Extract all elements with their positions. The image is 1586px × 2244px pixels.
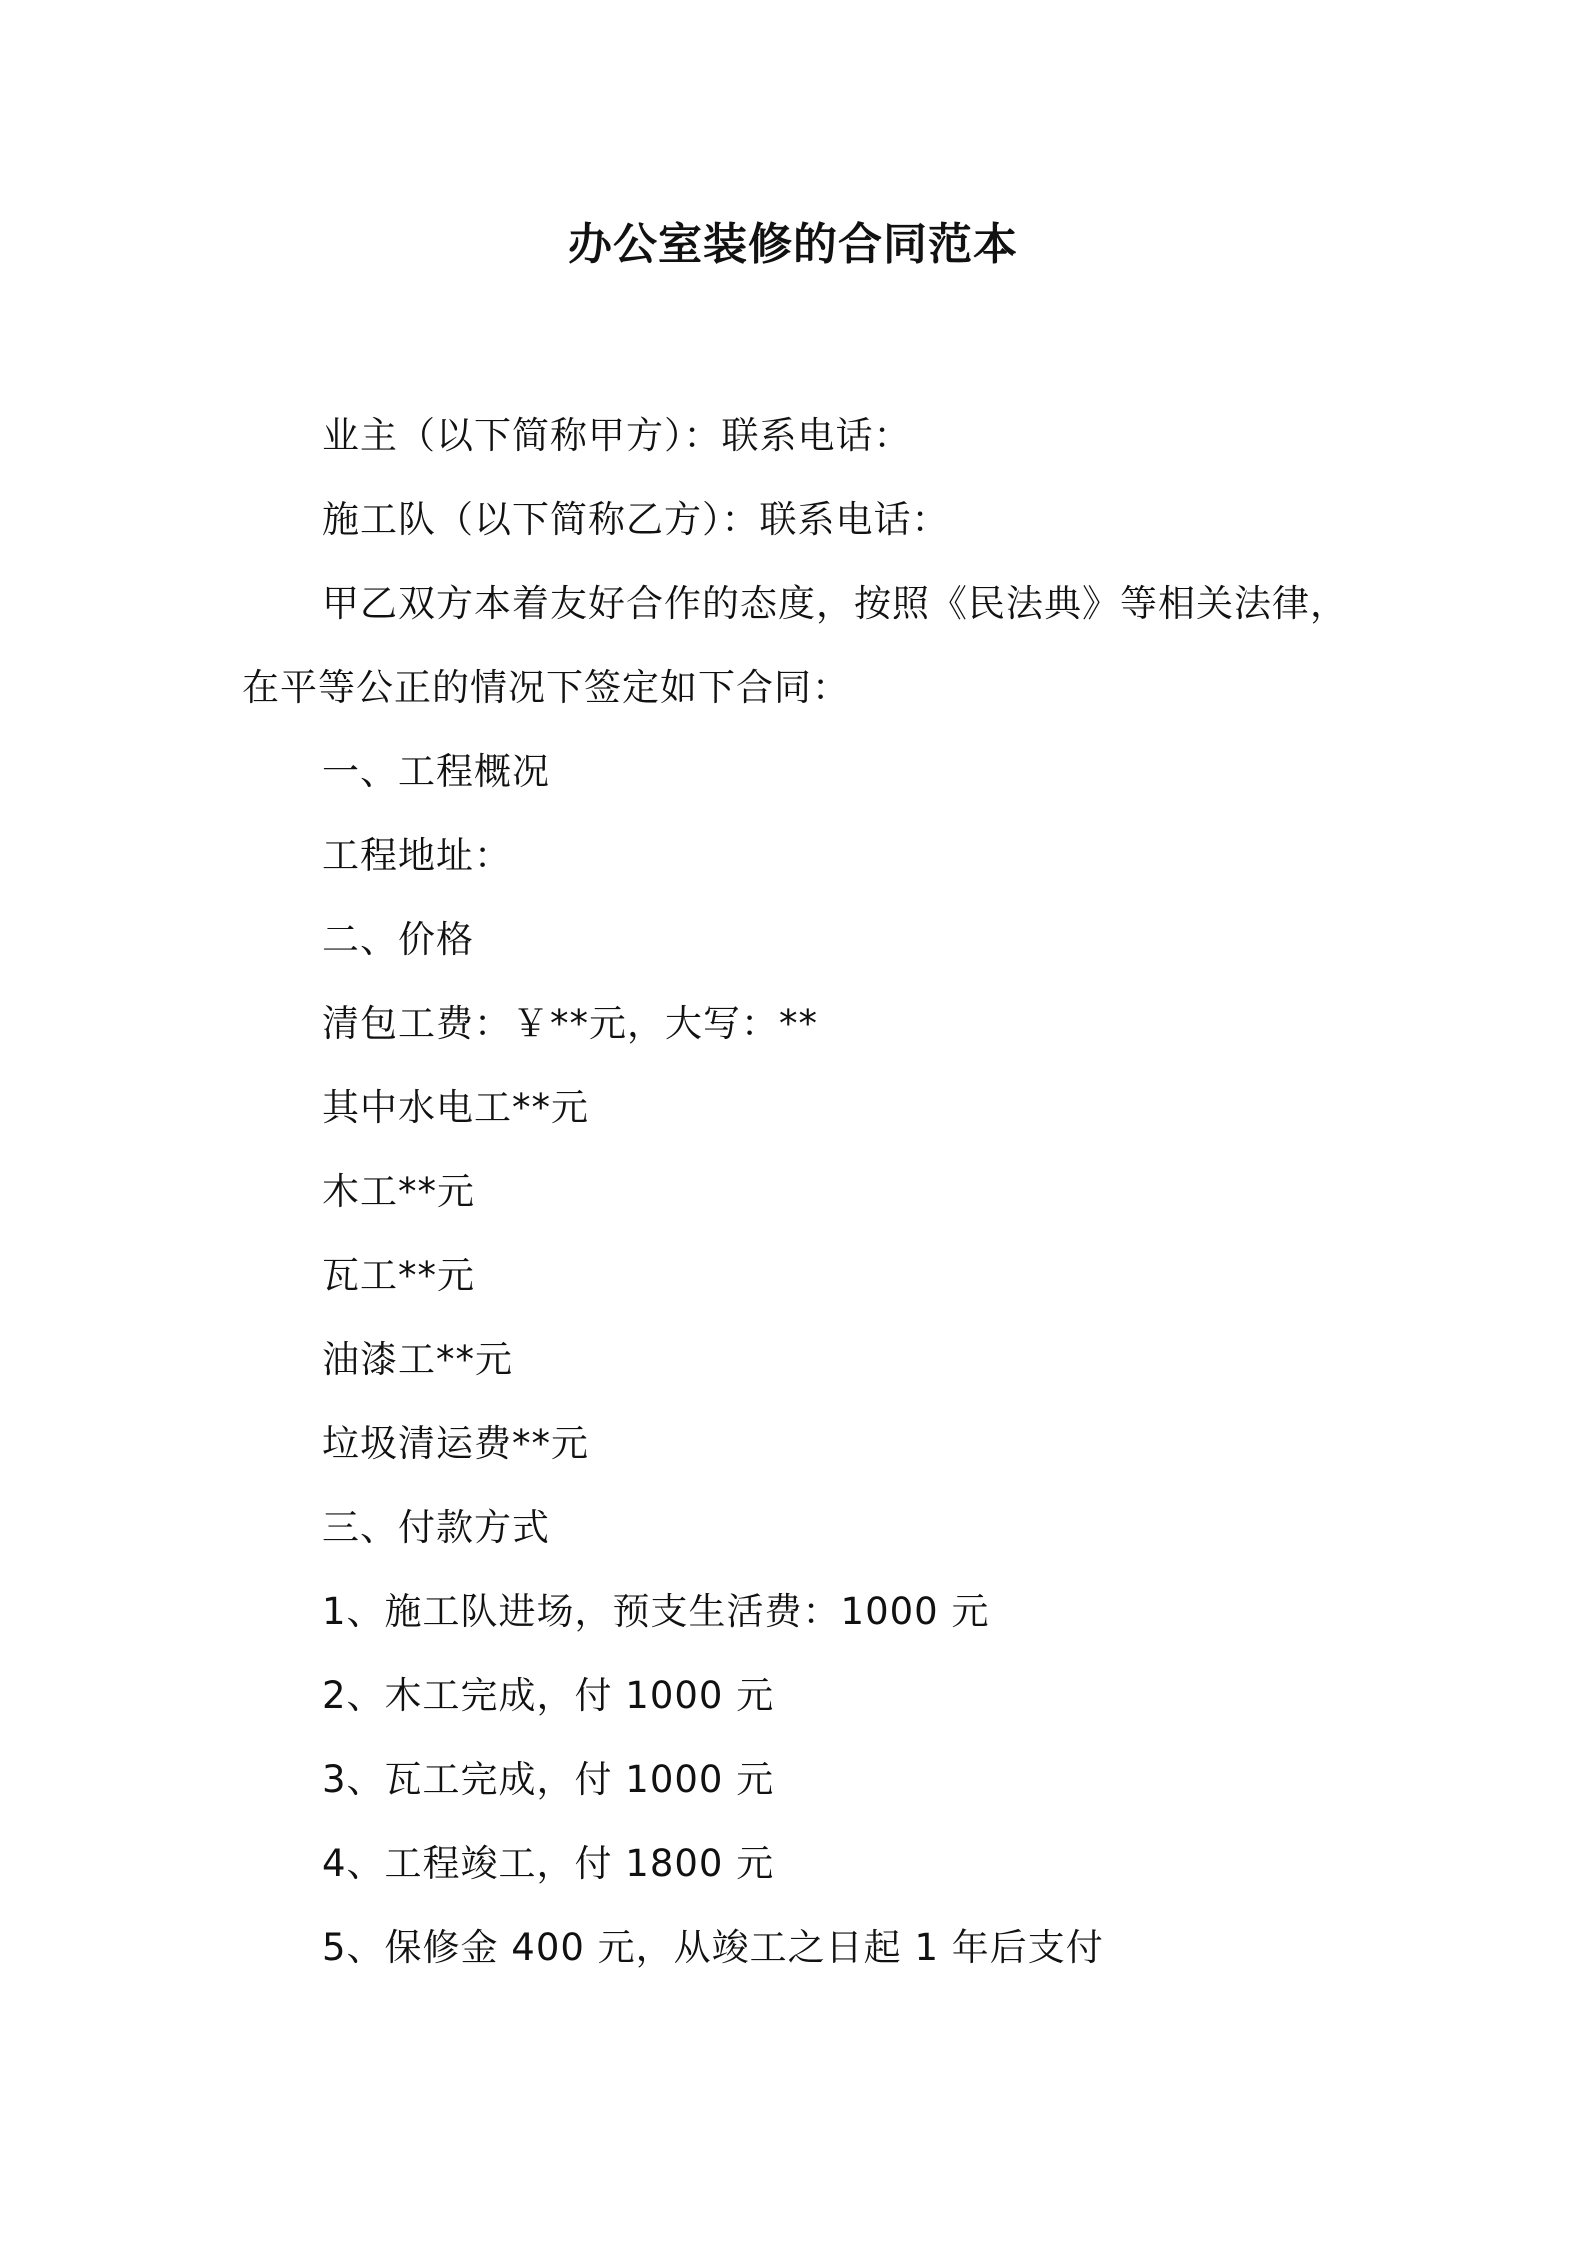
payment-item: 5、保修金 400 元，从竣工之日起 1 年后支付 [322,1926,1104,1969]
party-a-line: 业主（以下简称甲方）：联系电话： [322,414,912,457]
preamble-line-1: 甲乙双方本着友好合作的态度，按照《民法典》等相关法律， [322,582,1348,625]
project-address-line: 工程地址： [322,834,512,877]
price-item: 木工**元 [322,1170,475,1213]
price-item: 其中水电工**元 [322,1086,589,1129]
price-item: 油漆工**元 [322,1338,513,1381]
section-heading-overview: 一、工程概况 [322,750,550,793]
document-title: 办公室装修的合同范本 [568,219,1018,270]
price-item: 清包工费：￥**元，大写：** [322,1002,818,1045]
party-b-line: 施工队（以下简称乙方）：联系电话： [322,498,950,541]
payment-item: 1、施工队进场，预支生活费：1000 元 [322,1590,990,1633]
section-heading-price: 二、价格 [322,918,474,961]
preamble-line-2: 在平等公正的情况下签定如下合同： [242,666,850,709]
price-item: 瓦工**元 [322,1254,475,1297]
section-heading-payment: 三、付款方式 [322,1506,550,1549]
payment-item: 2、木工完成，付 1000 元 [322,1674,775,1717]
payment-item: 3、瓦工完成，付 1000 元 [322,1758,775,1801]
payment-item: 4、工程竣工，付 1800 元 [322,1842,775,1885]
price-item: 垃圾清运费**元 [322,1422,589,1465]
